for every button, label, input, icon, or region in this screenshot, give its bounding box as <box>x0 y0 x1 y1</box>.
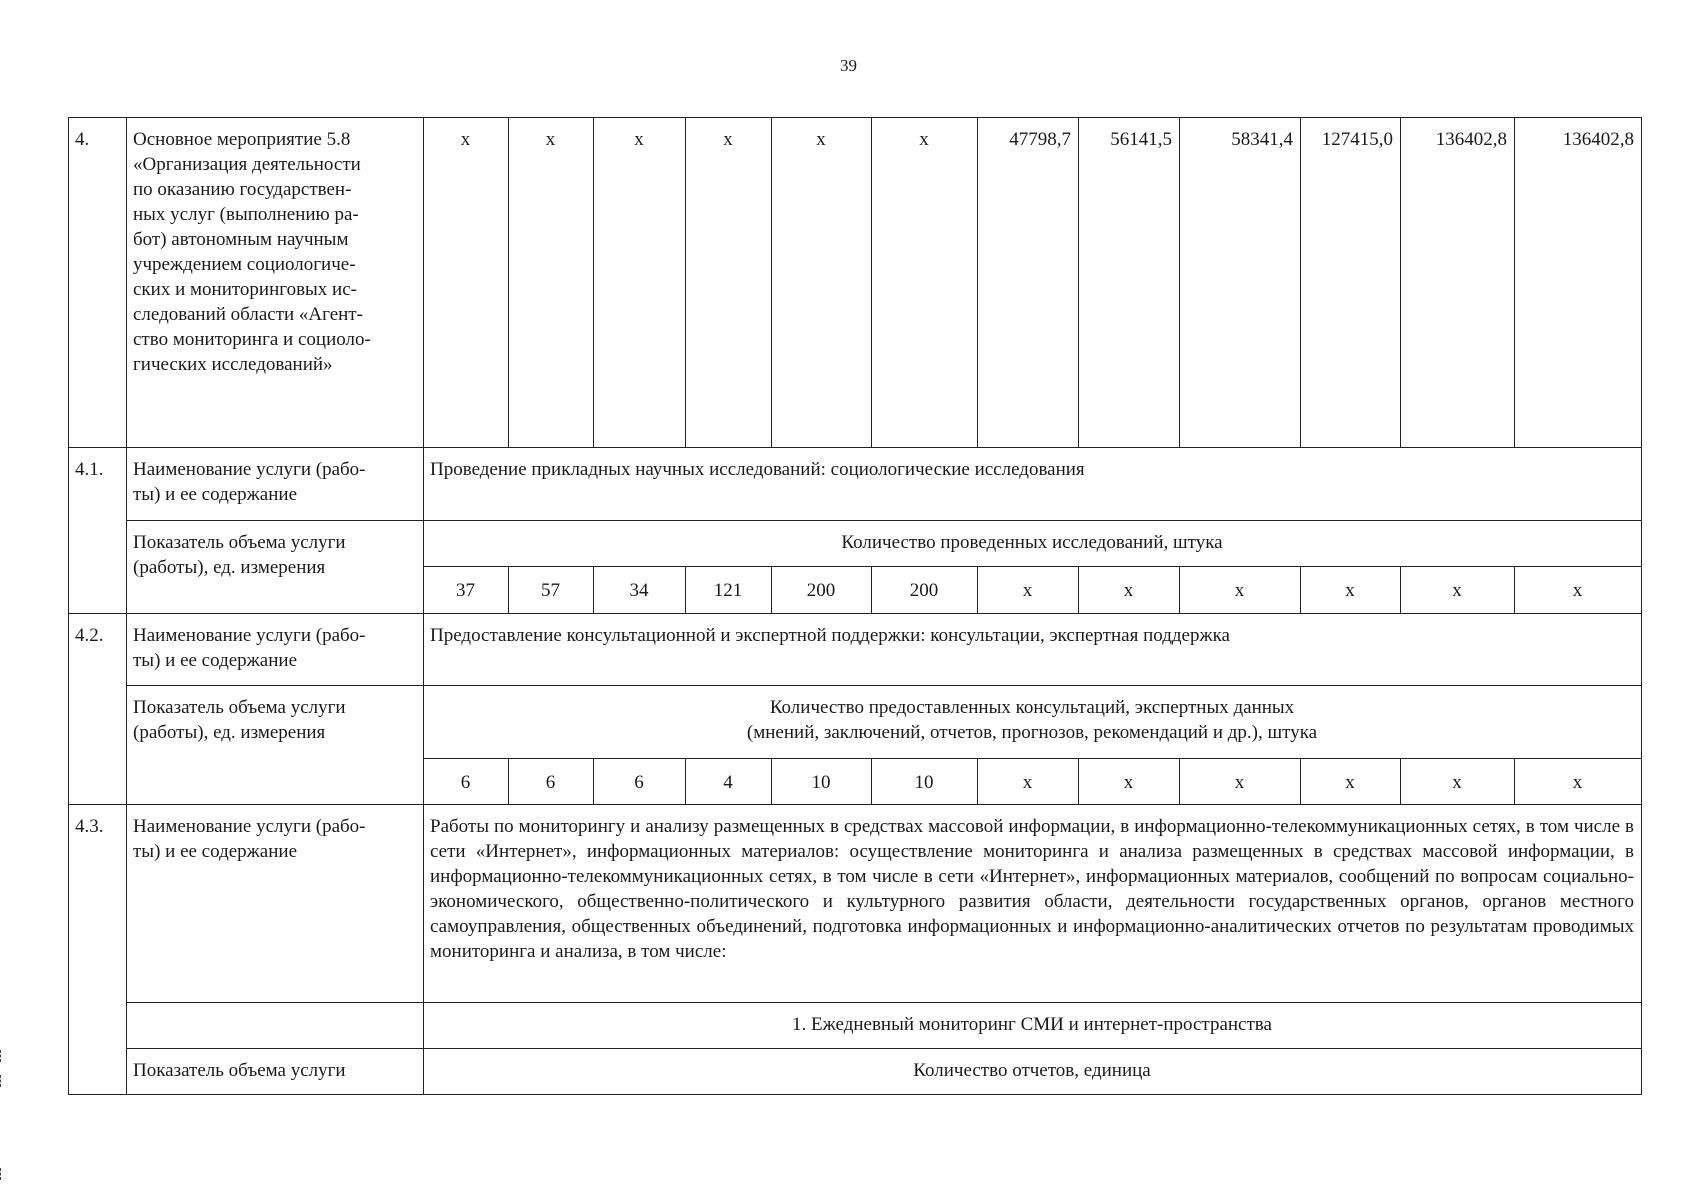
value-cell: x <box>978 567 1079 614</box>
service-content: Работы по мониторингу и анализу размещенных в средствах массовой информации, в информационно-телекоммуникационных сетях, в том числе в сети «Интернет», информационных материалов: осуществление мониторинга и анализа размещенных в средствах массовой информации, в информационно-телекоммуникационных сетях, в том числе в сети «Интернет», информационных материалов, сообщений по вопросам социально-экономического, общественно-политического и культурного развития области, деятельности государственных органов, органов местного самоуправления, общественных объединений, подготовка информационных и информационно-аналитических отчетов по результатам проводимых мониторинга и анализа, в том числе: <box>424 805 1642 1003</box>
program-table <box>68 117 1642 1095</box>
row-number: 4.3. <box>69 805 127 1095</box>
value-cell: 121 <box>686 567 772 614</box>
value-cell: x <box>1079 567 1180 614</box>
value-cell: x <box>1301 567 1401 614</box>
margin-mark <box>0 1050 4 1062</box>
value-cell: 34 <box>594 567 686 614</box>
table-row-4-2 <box>69 614 1642 686</box>
value-cell: x <box>772 118 872 448</box>
table-row-4 <box>69 118 1642 448</box>
value-cell: x <box>424 118 509 448</box>
page-number: 39 <box>840 56 857 75</box>
table-row-4-1-unit <box>69 521 1642 567</box>
row-number: 4.1. <box>69 448 127 614</box>
value-cell: 136402,8 <box>1401 118 1515 448</box>
value-cell: 200 <box>772 567 872 614</box>
service-label: Наименование услуги (рабо- ты) и ее содержание <box>127 448 424 521</box>
measure-name: Основное мероприятие 5.8 «Организация деятельности по оказанию государствен- ных услуг (выполнению ра- бот) автономным научным учреждением социологиче- ских и мониторинговых ис- следований области «Агент- ство мониторинга и социоло- гических исследований» <box>127 118 424 448</box>
value-cell: x <box>1515 759 1642 805</box>
empty-cell <box>127 1003 424 1049</box>
value-cell: 6 <box>594 759 686 805</box>
value-cell: x <box>1515 567 1642 614</box>
service-content: Проведение прикладных научных исследований: социологические исследования <box>424 448 1642 521</box>
value-cell: 6 <box>424 759 509 805</box>
value-cell: 4 <box>686 759 772 805</box>
value-cell: x <box>872 118 978 448</box>
value-cell: 200 <box>872 567 978 614</box>
value-cell: 127415,0 <box>1301 118 1401 448</box>
indicator-unit-line: Количество предоставленных консультаций, экспертных данных <box>769 697 1295 718</box>
value-cell: x <box>1401 567 1515 614</box>
value-cell: x <box>1180 567 1301 614</box>
margin-mark <box>0 1075 4 1087</box>
table-row-4-3-indicator <box>69 1049 1642 1095</box>
value-cell: 47798,7 <box>978 118 1079 448</box>
indicator-label: Показатель объема услуги (работы), ед. измерения <box>127 686 424 805</box>
value-cell: 6 <box>509 759 594 805</box>
indicator-unit-line: (мнений, заключений, отчетов, прогнозов, рекомендаций и др.), штука <box>746 722 1318 743</box>
value-cell: 37 <box>424 567 509 614</box>
value-cell: 57 <box>509 567 594 614</box>
value-cell: 10 <box>872 759 978 805</box>
table-row-4-2-unit <box>69 686 1642 759</box>
indicator-label: Показатель объема услуги <box>127 1049 424 1095</box>
value-cell: 10 <box>772 759 872 805</box>
indicator-unit: Количество отчетов, единица <box>424 1049 1642 1095</box>
value-cell: x <box>1401 759 1515 805</box>
indicator-unit: Количество проведенных исследований, штука <box>424 521 1642 567</box>
sub-item: 1. Ежедневный мониторинг СМИ и интернет-пространства <box>424 1003 1642 1049</box>
indicator-unit <box>424 686 1642 759</box>
service-content: Предоставление консультационной и экспертной поддержки: консультации, экспертная поддержка <box>424 614 1642 686</box>
value-cell: x <box>1180 759 1301 805</box>
table-row-4-1 <box>69 448 1642 521</box>
row-number: 4. <box>69 118 127 448</box>
table-row-4-3-sub <box>69 1003 1642 1049</box>
value-cell: 136402,8 <box>1515 118 1642 448</box>
value-cell: 58341,4 <box>1180 118 1301 448</box>
value-cell: x <box>686 118 772 448</box>
margin-mark <box>0 1168 4 1180</box>
value-cell: x <box>978 759 1079 805</box>
indicator-label: Показатель объема услуги (работы), ед. измерения <box>127 521 424 614</box>
value-cell: x <box>1079 759 1180 805</box>
value-cell: x <box>509 118 594 448</box>
value-cell: x <box>1301 759 1401 805</box>
value-cell: 56141,5 <box>1079 118 1180 448</box>
row-number: 4.2. <box>69 614 127 805</box>
service-label: Наименование услуги (рабо- ты) и ее содержание <box>127 614 424 686</box>
value-cell: x <box>594 118 686 448</box>
service-label: Наименование услуги (рабо- ты) и ее содержание <box>127 805 424 1003</box>
table-row-4-3 <box>69 805 1642 1003</box>
